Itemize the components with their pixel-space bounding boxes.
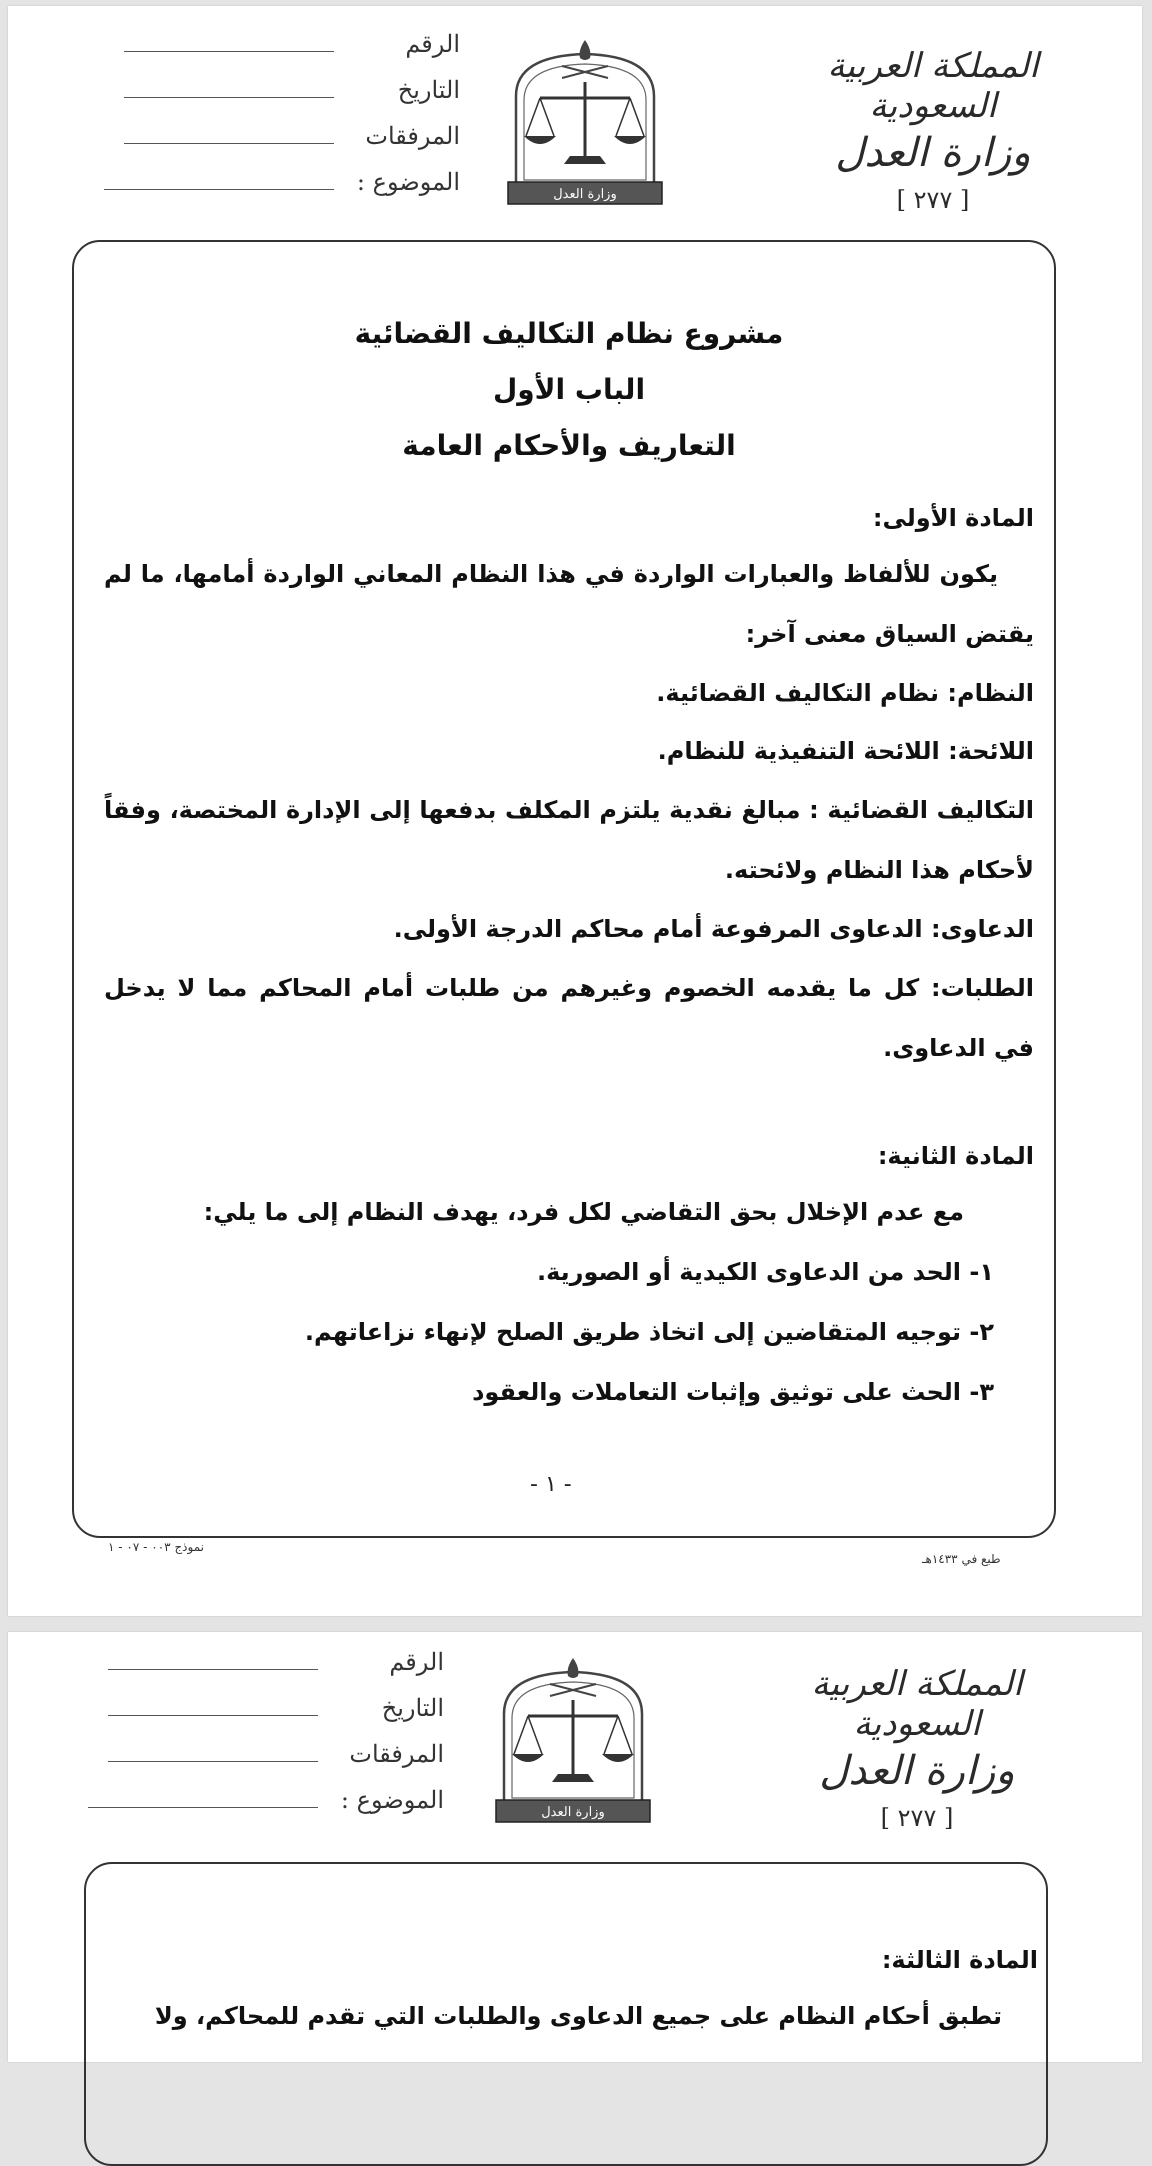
article-3-text: تطبق أحكام النظام على جميع الدعاوى والطلبات التي تقدم للمحاكم، ولا xyxy=(154,2002,1002,2030)
article-2-item-2: ٢- توجيه المتقاضين إلى اتخاذ طريق الصلح لإنهاء نزاعاتهم. xyxy=(304,1318,994,1346)
field-number-label: الرقم xyxy=(405,30,460,58)
document-page-1 xyxy=(8,6,1142,1616)
article-3-heading: المادة الثالثة: xyxy=(881,1946,1038,1974)
chapter-subtitle: التعاريف والأحكام العامة xyxy=(402,429,736,462)
chapter-title: الباب الأول xyxy=(492,373,646,406)
definition-requests: الطلبات: كل ما يقدمه الخصوم وغيرهم من طلبات أمام المحاكم مما لا يدخل في الدعاوى. xyxy=(104,974,1034,1062)
article-2-item-3: ٣- الحث على توثيق وإثبات التعاملات والعقود xyxy=(472,1378,994,1406)
field-subject xyxy=(104,168,460,214)
field-date-line xyxy=(108,1699,318,1716)
field-subject-label: الموضوع : xyxy=(356,168,460,196)
document-title: مشروع نظام التكاليف القضائية xyxy=(354,317,784,350)
ministry-header xyxy=(788,46,1078,214)
footer-form-number: نموذج ٠٠٣ - ٠٧ - ١ xyxy=(108,1540,205,1554)
article-1-heading: المادة الأولى: xyxy=(872,504,1034,532)
field-attachments xyxy=(88,1740,444,1786)
definition-judicial-costs: التكاليف القضائية : مبالغ نقدية يلتزم المكلف بدفعها إلى الإدارة المختصة، وفقاً لأحكام هذا النظام ولائحته. xyxy=(104,796,1034,884)
article-1-intro: يكون للألفاظ والعبارات الواردة في هذا النظام المعاني الواردة أمامها، ما لم يقتض السياق معنى آخر: xyxy=(104,560,1034,648)
field-attachments-label: المرفقات xyxy=(349,1740,444,1768)
field-date-line xyxy=(124,81,334,98)
field-number-label: الرقم xyxy=(389,1648,444,1676)
ministry-name: وزارة العدل xyxy=(819,1748,1015,1794)
field-subject xyxy=(88,1786,444,1832)
document-page-2 xyxy=(8,1632,1142,2062)
seal-caption: وزارة العدل xyxy=(541,1805,605,1820)
field-number xyxy=(88,1648,444,1694)
justice-scale-icon xyxy=(504,36,666,206)
article-2-heading: المادة الثانية: xyxy=(877,1142,1034,1170)
field-number-line xyxy=(108,1653,318,1670)
justice-scale-icon xyxy=(492,1654,654,1824)
kingdom-name: المملكة العربية السعودية xyxy=(827,46,1039,126)
footer-print-date: طبع في ١٤٣٣هـ xyxy=(922,1552,1001,1566)
ministry-logo xyxy=(504,36,666,210)
page2-body xyxy=(108,1928,1038,2046)
article-2-intro: مع عدم الإخلال بحق التقاضي لكل فرد، يهدف النظام إلى ما يلي: xyxy=(203,1198,964,1226)
field-date-label: التاريخ xyxy=(381,1694,444,1722)
reference-number: [ ٢٧٧ ] xyxy=(880,1804,954,1832)
ministry-logo-page-2 xyxy=(492,1654,654,1828)
definition-lawsuits: الدعاوى: الدعاوى المرفوعة أمام محاكم الدرجة الأولى. xyxy=(393,915,1034,943)
field-subject-line xyxy=(88,1791,318,1808)
field-attachments-line xyxy=(124,127,334,144)
field-attachments-line xyxy=(108,1745,318,1762)
definition-system: النظام: نظام التكاليف القضائية. xyxy=(656,679,1034,707)
header-fields-page-2 xyxy=(88,1648,444,1832)
field-number xyxy=(104,30,460,76)
seal-caption: وزارة العدل xyxy=(553,187,617,202)
field-date xyxy=(88,1694,444,1740)
field-attachments-label: المرفقات xyxy=(365,122,460,150)
field-subject-label: الموضوع : xyxy=(340,1786,444,1814)
field-date-label: التاريخ xyxy=(397,76,460,104)
field-attachments xyxy=(104,122,460,168)
article-2-item-1: ١- الحد من الدعاوى الكيدية أو الصورية. xyxy=(536,1258,994,1286)
kingdom-name: المملكة العربية السعودية xyxy=(811,1664,1023,1744)
page1-body xyxy=(104,306,1034,1422)
field-date xyxy=(104,76,460,122)
field-subject-line xyxy=(104,173,334,190)
definition-regulation: اللائحة: اللائحة التنفيذية للنظام. xyxy=(657,737,1034,765)
reference-number: [ ٢٧٧ ] xyxy=(896,186,970,214)
ministry-name: وزارة العدل xyxy=(835,130,1031,176)
field-number-line xyxy=(124,35,334,52)
header-fields xyxy=(104,30,460,214)
page-number: - ١ - xyxy=(530,1472,572,1497)
ministry-header-page-2 xyxy=(772,1664,1062,1832)
